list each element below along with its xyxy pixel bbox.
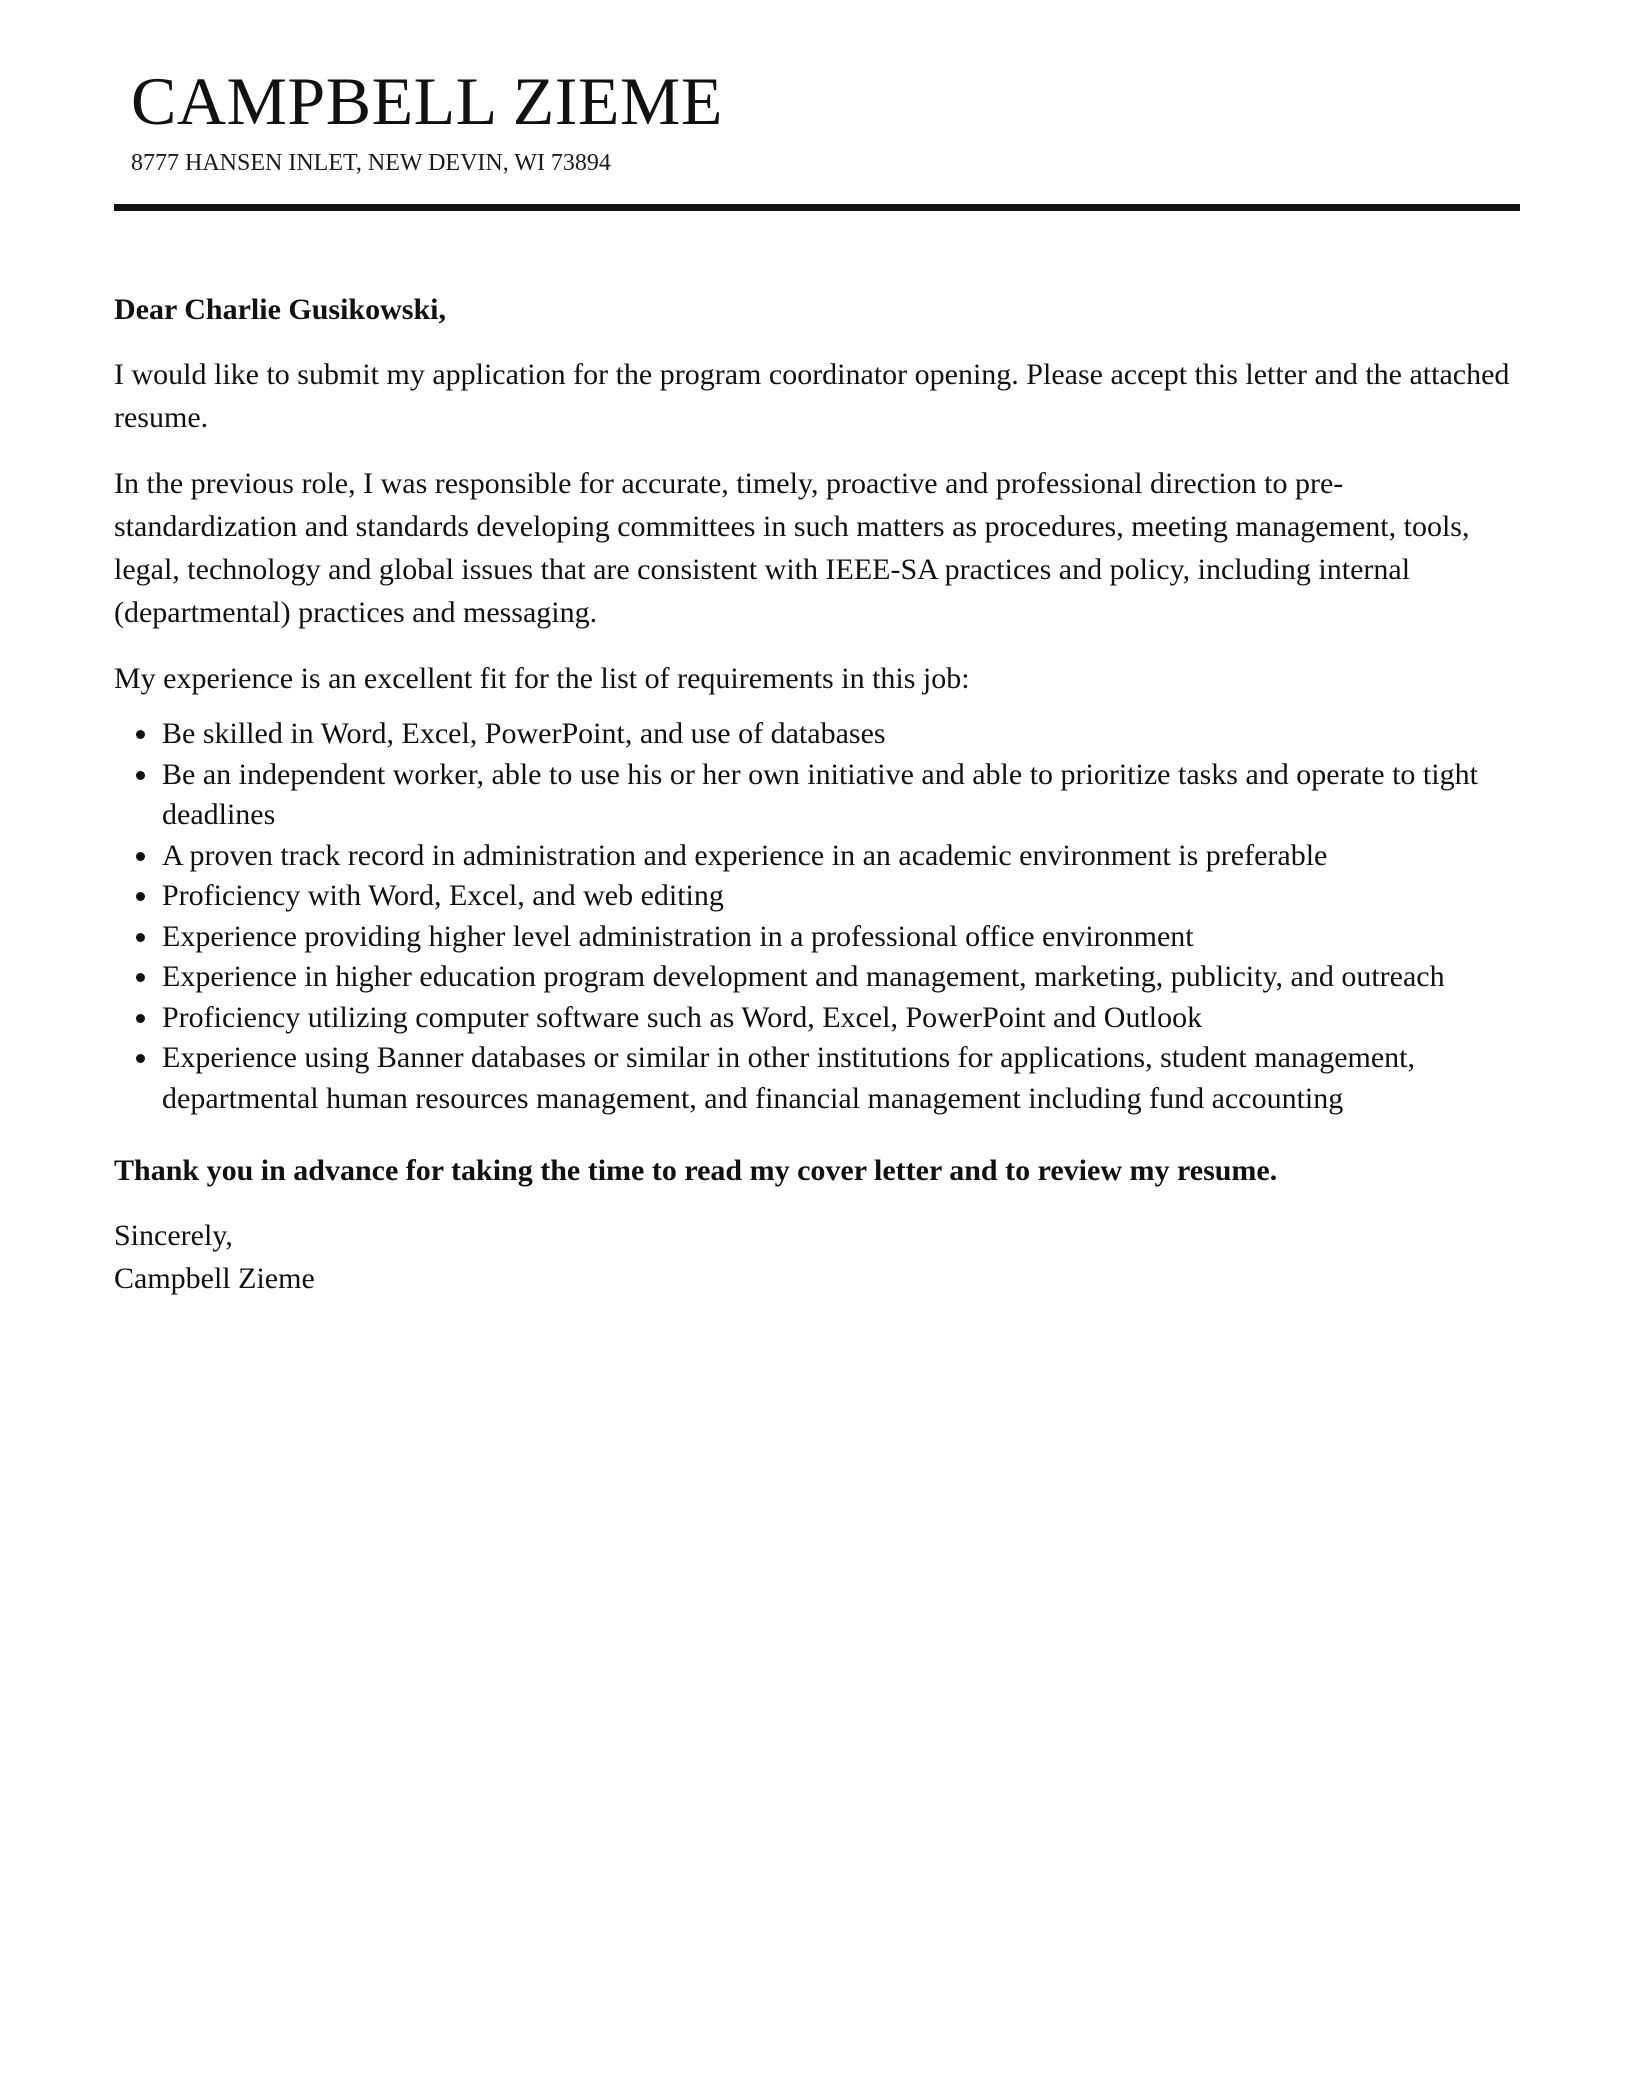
list-item-text: Experience providing higher level administration in a professional office environment xyxy=(162,919,1194,953)
list-item-text: Be an independent worker, able to use his or her own initiative and able to prioritize tasks and operate to tight deadlines xyxy=(162,757,1478,831)
list-item-text: A proven track record in administration and experience in an academic environment is preferable xyxy=(162,838,1328,872)
list-item xyxy=(162,998,1520,1039)
list-item xyxy=(162,917,1520,958)
letter-header xyxy=(131,62,1511,178)
bullet-icon xyxy=(136,892,145,901)
list-item xyxy=(162,957,1520,998)
salutation: Dear Charlie Gusikowski, xyxy=(114,293,446,326)
bullet-icon xyxy=(136,1014,145,1023)
list-item xyxy=(162,836,1520,877)
signature-name: Campbell Zieme xyxy=(114,1262,315,1295)
applicant-address: 8777 HANSEN INLET, NEW DEVIN, WI 73894 xyxy=(131,150,611,176)
list-item xyxy=(162,755,1520,836)
list-item xyxy=(162,1038,1520,1119)
list-item-text: Experience in higher education program development and management, marketing, publicity, and outreach xyxy=(162,960,1445,993)
bullet-icon xyxy=(136,852,145,861)
list-item-text: Proficiency utilizing computer software such as Word, Excel, PowerPoint and Outlook xyxy=(162,1000,1203,1034)
intro-paragraph: I would like to submit my application for the program coordinator opening. Please accept this letter and the attached resume. xyxy=(114,358,1510,434)
header-divider xyxy=(114,204,1520,211)
signoff: Sincerely, xyxy=(114,1219,233,1252)
bullet-icon xyxy=(136,933,145,942)
applicant-name: CAMPBELL ZIEME xyxy=(131,63,723,139)
bullet-icon xyxy=(136,730,145,739)
list-item xyxy=(162,876,1520,917)
list-item-text: Be skilled in Word, Excel, PowerPoint, and use of databases xyxy=(162,717,886,750)
bullet-icon xyxy=(136,771,145,780)
bullet-icon xyxy=(136,1054,145,1063)
closing-paragraph: Thank you in advance for taking the time to read my cover letter and to review my resume. xyxy=(114,1154,1278,1187)
requirements-intro: My experience is an excellent fit for the list of requirements in this job: xyxy=(114,662,970,695)
bullet-icon xyxy=(136,973,145,982)
requirements-list xyxy=(114,714,1520,1119)
letter-body xyxy=(114,288,1520,1300)
list-item-text: Proficiency with Word, Excel, and web editing xyxy=(162,879,724,912)
experience-paragraph: In the previous role, I was responsible for accurate, timely, proactive and professional direction to pre-standardization and standards developing committees in such matters as procedures, meeting management, tools, legal, technology and global issues that are consistent with IEEE-SA practices and policy, including internal (departmental) practices and messaging. xyxy=(114,467,1470,629)
list-item xyxy=(162,714,1520,755)
list-item-text: Experience using Banner databases or similar in other institutions for applications, student management, departmental human resources management, and financial management including fund accounting xyxy=(162,1041,1416,1115)
